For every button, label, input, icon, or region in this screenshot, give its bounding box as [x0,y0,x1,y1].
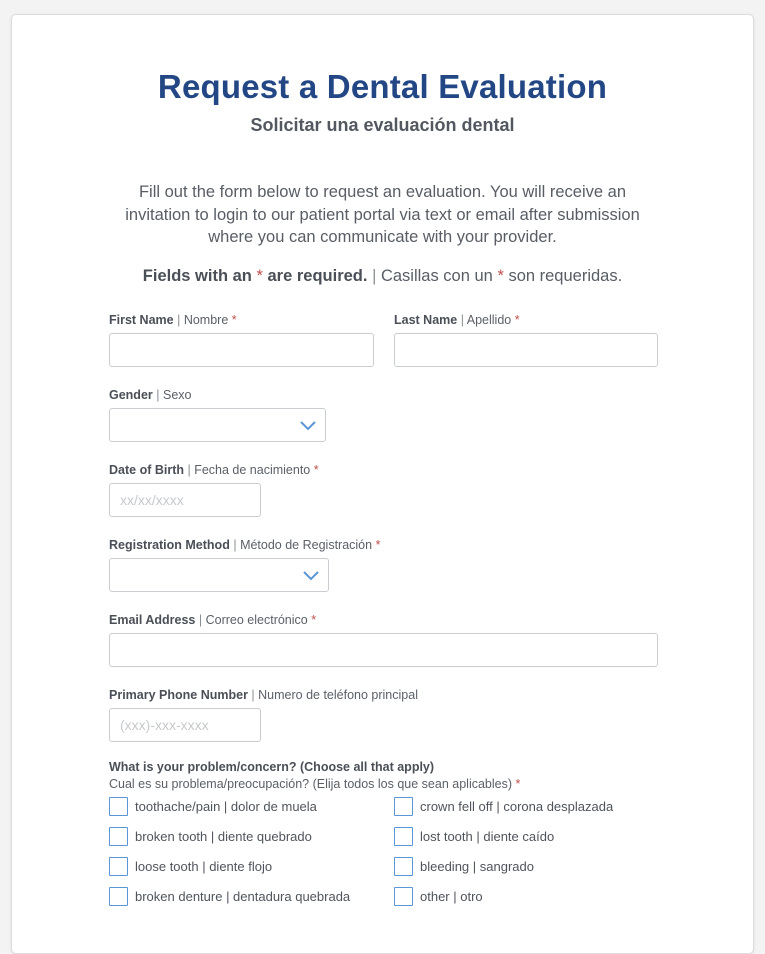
checkbox-other[interactable] [394,886,483,907]
email-input[interactable] [109,633,658,667]
separator: | [372,267,377,285]
checkbox-box[interactable] [109,887,128,906]
registration-method-label [109,538,380,552]
label-en: Date of Birth [109,463,184,477]
checkbox-lost-tooth[interactable] [394,826,554,847]
checkbox-box[interactable] [394,797,413,816]
separator: | [233,538,237,552]
last-name-label [394,313,520,327]
checkbox-loose-tooth[interactable] [109,856,272,877]
required-star: * [313,463,319,477]
separator: | [156,388,160,402]
label-es: Correo electrónico [205,613,308,627]
separator: | [460,313,464,327]
required-star: * [231,313,237,327]
label-en: First Name [109,313,174,327]
last-name-input[interactable] [394,333,658,367]
checkbox-box[interactable] [394,887,413,906]
required-star: * [256,267,263,285]
label-en: Registration Method [109,538,230,552]
checkbox-box[interactable] [109,797,128,816]
label-es: Fecha de nacimiento [194,463,311,477]
page-title: Request a Dental Evaluation [157,68,608,105]
checkbox-broken-denture[interactable] [109,886,350,907]
label-en: Gender [109,388,153,402]
checkbox-box[interactable] [394,857,413,876]
required-star: * [375,538,381,552]
intro-text [100,181,665,249]
required-fields-note [0,267,765,286]
required-note-en-prefix: Fields with an [142,267,252,285]
label-es: Sexo [162,388,192,402]
separator: | [198,613,203,627]
separator: | [177,313,181,327]
required-star: * [514,313,520,327]
checkbox-label: lost tooth | diente caído [420,829,555,844]
label-es: Método de Registración [240,538,373,552]
concern-question-es [109,777,520,791]
intro-line: where you can communicate with your provider. [208,228,557,246]
dob-input[interactable] [109,483,261,517]
required-star: * [497,267,504,285]
checkbox-label: crown fell off | corona desplazada [420,799,614,814]
registration-method-select[interactable] [109,558,329,592]
gender-select[interactable] [109,408,326,442]
checkbox-label: toothache/pain | dolor de muela [135,799,317,814]
checkbox-label: other | otro [420,889,483,904]
separator: | [251,688,255,702]
checkbox-label: broken tooth | diente quebrado [135,829,312,844]
first-name-label [109,313,237,327]
checkbox-label: broken denture | dentadura quebrada [135,889,351,904]
checkbox-label: bleeding | sangrado [420,859,534,874]
label-es: Nombre [183,313,229,327]
required-note-es-suffix: son requeridas. [508,267,623,285]
checkbox-broken-tooth[interactable] [109,826,312,847]
phone-input[interactable] [109,708,261,742]
checkbox-bleeding[interactable] [394,856,534,877]
phone-label [109,688,418,702]
checkbox-box[interactable] [394,827,413,846]
intro-line: Fill out the form below to request an evaluation. You will receive an [138,183,627,201]
label-es: Numero de teléfono principal [258,688,418,702]
required-note-es-prefix: Casillas con un [380,267,493,285]
email-label [109,613,316,627]
checkbox-box[interactable] [109,857,128,876]
gender-label [109,388,191,402]
first-name-input[interactable] [109,333,374,367]
dob-label [109,463,319,477]
checkbox-crown-fell-off[interactable] [394,796,613,817]
required-star: * [311,613,317,627]
concern-question: What is your problem/concern? (Choose all that apply) [109,760,435,774]
checkbox-toothache[interactable] [109,796,317,817]
label-es: Apellido [466,313,512,327]
checkbox-box[interactable] [109,827,128,846]
chevron-down-icon [302,568,320,582]
required-star: * [515,777,521,791]
chevron-down-icon [299,418,317,432]
label-en: Primary Phone Number [109,688,248,702]
intro-line: invitation to login to our patient portal via text or email after submission [125,205,640,224]
page-subtitle: Solicitar una evaluación dental [250,115,515,135]
concern-question-es-text: Cual es su problema/preocupación? (Elija todos los que sean aplicables) [109,777,513,791]
checkbox-label: loose tooth | diente flojo [135,859,273,874]
label-en: Last Name [394,313,458,327]
separator: | [187,463,191,477]
required-note-en-suffix: are required. [267,267,368,285]
label-en: Email Address [109,613,196,627]
